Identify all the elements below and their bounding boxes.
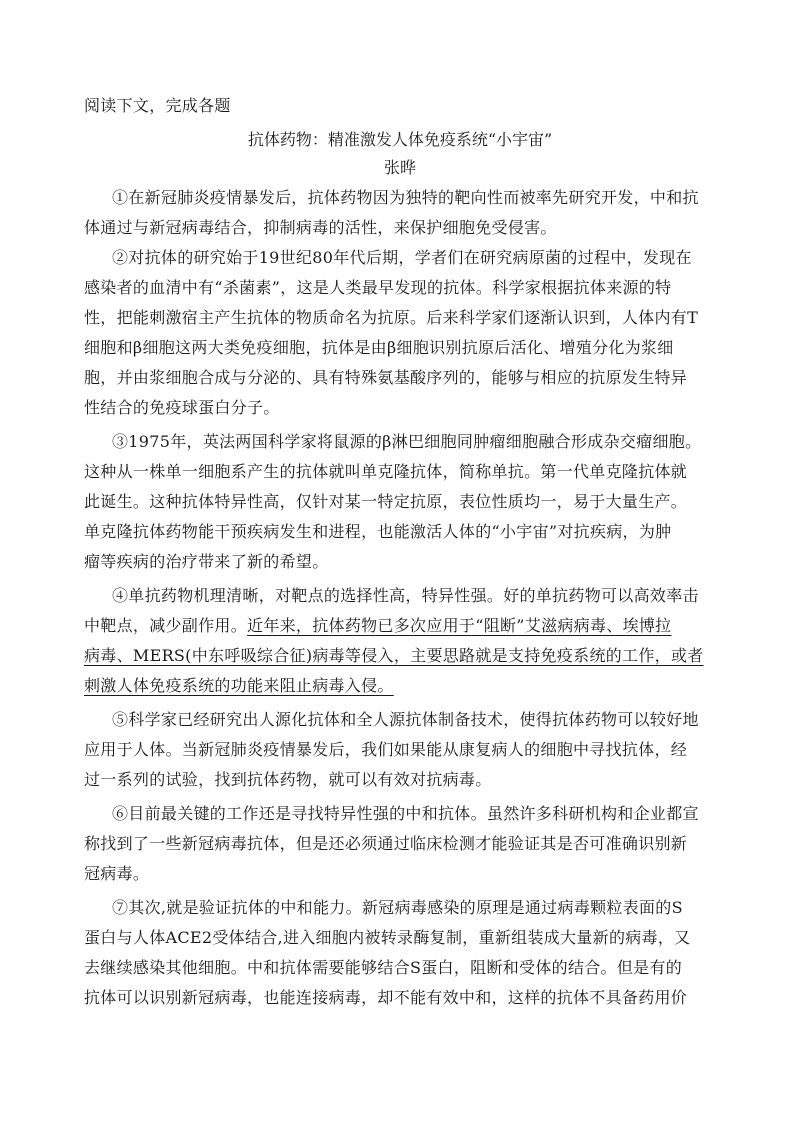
paragraph-7-line-4: 抗体可以识别新冠病毒，也能连接病毒，却不能有效中和，这样的抗体不具备药用价 (84, 988, 688, 1007)
paragraph-2-line-5: 胞，并由浆细胞合成与分泌的、具有特殊氨基酸序列的，能够与相应的抗原发生特异 (84, 368, 688, 387)
paragraph-7-line-1: ⑦其次,就是验证抗体的中和能力。新冠病毒感染的原理是通过病毒颗粒表面的S (112, 898, 683, 917)
paragraph-3-line-2: 这种从一株单一细胞系产生的抗体就叫单克隆抗体，简称单抗。第一代单克隆抗体就 (84, 462, 688, 481)
paragraph-2-line-1: ②对抗体的研究始于19世纪80年代后期，学者们在研究病原菌的过程中，发现在 (112, 248, 692, 267)
paragraph-6-line-1: ⑥目前最关键的工作还是寻找特异性强的中和抗体。虽然许多科研机构和企业都宣 (112, 804, 699, 823)
paragraph-3-line-4: 单克隆抗体药物能干预疾病发生和进程，也能激活人体的“小宇宙”对抗疾病，为肿 (84, 522, 672, 541)
paragraph-1-line-2: 体通过与新冠病毒结合，抑制病毒的活性，来保护细胞免受侵害。 (84, 218, 557, 237)
paragraph-6-line-2: 称找到了一些新冠病毒抗体，但是还必须通过临床检测才能验证其是否可准确识别新 (84, 834, 688, 853)
paragraph-5-line-2: 应用于人体。当新冠肺炎疫情暴发后，我们如果能从康复病人的细胞中寻找抗体，经 (84, 740, 688, 759)
paragraph-4-line-1: ④单抗药物机理清晰，对靶点的选择性高，特异性强。好的单抗药物可以高效率击 (112, 586, 699, 605)
paragraph-2-line-6: 性结合的免疫球蛋白分子。 (84, 398, 280, 417)
paragraph-3-line-5: 瘤等疾病的治疗带来了新的希望。 (84, 552, 329, 571)
paragraph-3-line-3: 此诞生。这种抗体特异性高，仅针对某一特定抗原，表位性质均一，易于大量生产。 (84, 492, 688, 511)
paragraph-1-line-1: ①在新冠肺炎疫情暴发后，抗体药物因为独特的靶向性而被率先研究开发，中和抗 (112, 188, 699, 207)
paragraph-7-line-2: 蛋白与人体ACE2受体结合,进入细胞内被转录酶复制，重新组装成大量新的病毒，又 (84, 928, 691, 947)
underlined-sentence-part-1: 近年来，抗体药物已多次应用于“阻断”艾滋病病毒、埃博拉 (247, 616, 672, 635)
paragraph-2-line-4: 细胞和β细胞这两大类免疫细胞，抗体是由β细胞识别抗原后活化、增殖分化为浆细 (84, 338, 674, 357)
paragraph-3-line-1: ③1975年，英法两国科学家将鼠源的β淋巴细胞同肿瘤细胞融合形成杂交瘤细胞。 (112, 432, 702, 451)
article-author: 张晔 (383, 158, 416, 177)
paragraph-4-line-2 (84, 616, 671, 636)
underlined-sentence-part-3: 刺激人体免疫系统的功能来阻止病毒入侵。 (84, 676, 394, 695)
paragraph-6-line-3: 冠病毒。 (84, 864, 150, 883)
paragraph-5-line-1: ⑤科学家已经研究出人源化抗体和全人源抗体制备技术，使得抗体药物可以较好地 (112, 710, 699, 729)
paragraph-7-line-3: 去继续感染其他细胞。中和抗体需要能够结合S蛋白，阻断和受体的结合。但是有的 (84, 958, 683, 977)
instruction-text: 阅读下文，完成各题 (84, 96, 231, 115)
paragraph-2-line-3: 性，把能刺激宿主产生抗体的物质命名为抗原。后来科学家们逐渐认识到，人体内有T (84, 308, 699, 327)
paragraph-4-line-2-plain: 中靶点，减少副作用。 (84, 616, 248, 635)
paragraph-2-line-2: 感染者的血清中有“杀菌素”，这是人类最早发现的抗体。科学家根据抗体来源的特 (84, 278, 672, 297)
article-title: 抗体药物：精准激发人体免疫系统“小宇宙” (247, 130, 553, 149)
underlined-sentence-part-2: 病毒、MERS(中东呼吸综合征)病毒等侵入，主要思路就是支持免疫系统的工作，或者 (84, 646, 704, 665)
paragraph-5-line-3: 过一系列的试验，找到抗体药物，就可以有效对抗病毒。 (84, 770, 492, 789)
